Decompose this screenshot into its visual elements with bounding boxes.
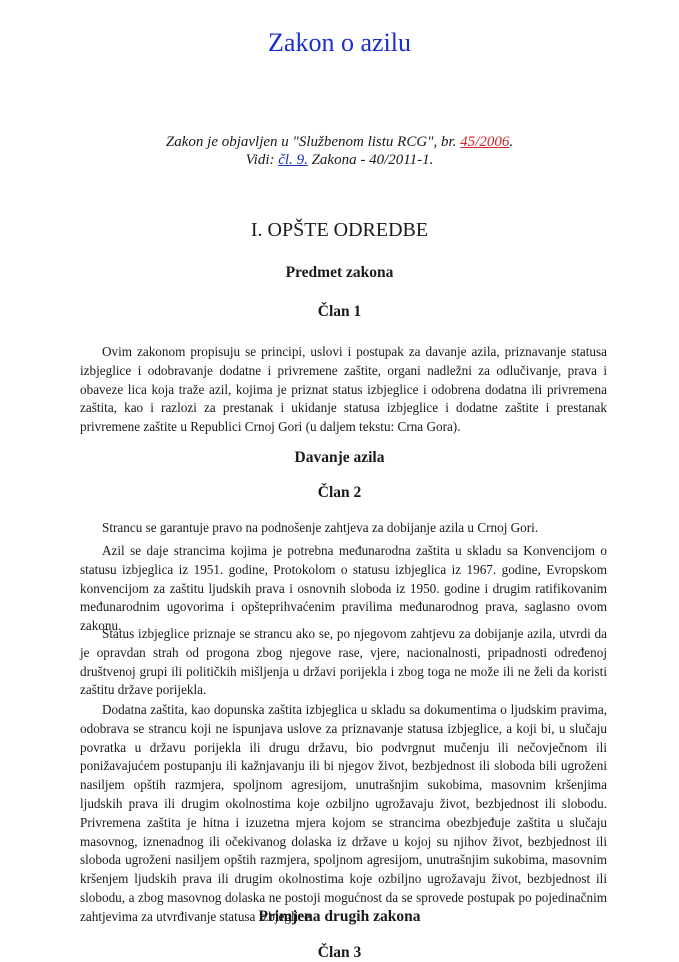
publication-text: Zakon je objavljen u "Službenom listu RCG", br. <box>165 134 461 150</box>
heading-clan-1: Član 1 <box>317 303 362 320</box>
see-also-info <box>0 151 679 169</box>
section-heading: I. OPŠTE ODREDBE <box>250 219 429 241</box>
article-link[interactable]: čl. 9. <box>278 152 308 168</box>
paragraph: Status izbjeglice priznaje se strancu ako se, po njegovom zahtjevu za dobijanje azila, utvrdi da je opravdan strah od progona zbog njegove rase, vjere, nacionalnosti, pripadnosti određenoj društvenoj grupi ili političkih mišljenja u državi porijekla i zbog toga ne može ili ne želi da koristi zaštitu države porijekla. <box>80 626 607 698</box>
heading-primjena: Primjena drugih zakona <box>258 908 421 925</box>
heading-clan-3: Član 3 <box>317 944 362 961</box>
paragraph: Strancu se garantuje pravo na podnošenje zahtjeva za dobijanje azila u Crnoj Gori. <box>102 520 539 535</box>
see-also-label: Vidi: <box>245 152 279 168</box>
document-title: Zakon o azilu <box>268 28 411 57</box>
paragraph: Azil se daje strancima kojima je potrebna međunarodna zaštita u skladu sa Konvencijom o statusu izbjeglica iz 1951. godine, Protokolom o statusu izbjeglica iz 1967. godine, Evropskom konvencijom za zaštitu ljudskih prava i osnovnih sloboda iz 1950. godine i drugim ratifikovanim međunarodnim ugovorima i opšteprihvaćenim pravilima međunarodnog prava, saglasno ovom zakonu. <box>80 543 607 634</box>
gazette-link[interactable]: 45/2006 <box>460 134 510 150</box>
paragraph: Ovim zakonom propisuju se principi, uslovi i postupak za davanje azila, priznavanje statusa izbjeglice i odobravanje dodatne i privremene zaštite, organi nadležni za odlučivanje, prava i obaveze lica koja traže azil, kojima je priznat status izbjeglice i odobrena dodatna ili privremena zaštita, kao i razlozi za prestanak i ukidanje statusa izbjeglice i dodatne zaštite i prestanak privremene zaštite u Republici Crnoj Gori (u daljem tekstu: Crna Gora). <box>80 344 607 435</box>
paragraph: Dodatna zaštita, kao dopunska zaštita izbjeglica u skladu sa dokumentima o ljudskim pravima, odobrava se strancu koji ne ispunjava uslove za priznavanje statusa izbjeglice, a koji bi, u slučaju povratka u državu porijekla ili drugu državu, bio podvrgnut mučenju ili nečovječnom ili ponižavajućem postupanju ili kažnjavanju ili bi njegov život, bezbjednost ili sloboda bili ugroženi nasiljem opštih razmjera, spoljnom agresijom, unutrašnjim sukobima, masovnim kršenjima ljudskih prava ili drugim okolnostima koje ozbiljno ugrožavaju život, bezbjednost ili slobodu. Privremena zaštita je hitna i izuzetna mjera kojom se strancima obezbjeđuje zaštita u slučaju masovnog, iznenadnog ili očekivanog dolaska iz države u kojoj su njihov život, bezbjednost ili sloboda ugroženi nasiljem opštih razmjera, spoljnom agresijom, unutrašnjim sukobima, masovnim kršenjem ljudskih prava ili drugim okolnostima koje ozbiljno ugrožavaju život, bezbjednost ili slobodu, a zbog masovnog dolaska ne postoji mogućnost da se sprovede postupak po pojedinačnim zahtjevima za utvrđivanje statusa izbjeglice. <box>80 702 607 924</box>
see-also-text: Zakona - 40/2011-1. <box>307 152 434 168</box>
publication-info <box>0 133 679 151</box>
publication-suffix: . <box>509 134 514 150</box>
heading-predmet: Predmet zakona <box>285 264 394 281</box>
heading-davanje: Davanje azila <box>294 449 385 466</box>
heading-clan-2: Član 2 <box>317 484 362 501</box>
